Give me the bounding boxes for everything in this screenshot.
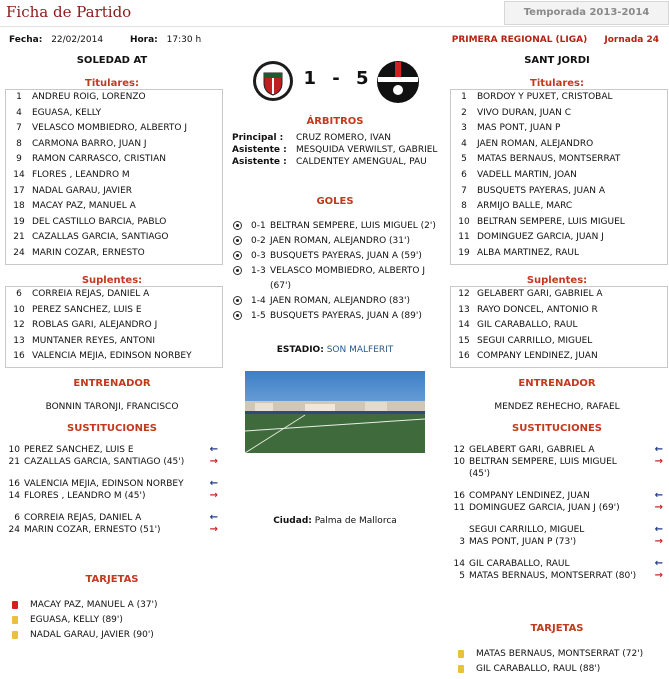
- goal-scorer: (67'): [270, 281, 291, 291]
- scoreboard: [300, 68, 372, 89]
- referee-role: Asistente :: [232, 157, 287, 167]
- away-subs-heading: Suplentes:: [526, 275, 588, 286]
- away-coach-name[interactable]: MENDEZ REHECHO, RAFAEL: [494, 402, 620, 412]
- player-name[interactable]: VALENCIA MEJIA, EDINSON NORBEY: [32, 351, 192, 362]
- referee-name: MESQUIDA VERWILST, GABRIEL: [296, 145, 438, 155]
- goal-row: [233, 279, 436, 294]
- sub-in-arrow-icon: ←: [654, 444, 663, 455]
- round-label: Jornada 24: [604, 35, 659, 45]
- goal-score: 0-3: [251, 251, 266, 261]
- player-name[interactable]: CORREIA REJAS, DANIEL A: [32, 289, 150, 299]
- yellow-card-icon: [458, 650, 464, 658]
- player-name[interactable]: BELTRAN SEMPERE, LUIS MIGUEL: [477, 216, 625, 227]
- player-number: 6: [16, 289, 22, 299]
- player-name[interactable]: VIVO DURAN, JUAN C: [477, 107, 572, 118]
- player-name[interactable]: ROBLAS GARI, ALEJANDRO J: [32, 320, 158, 331]
- away-cards-list: [458, 647, 643, 677]
- player-name[interactable]: DEL CASTILLO BARCIA, PABLO: [32, 216, 167, 227]
- sub-player-name[interactable]: CORREIA REJAS, DANIEL A: [24, 513, 142, 523]
- sub-player-number: 6: [14, 513, 20, 523]
- card-player[interactable]: MATAS BERNAUS, MONTSERRAT (72'): [476, 649, 644, 659]
- player-row[interactable]: [6, 90, 222, 106]
- player-number: 4: [461, 138, 467, 149]
- goal-score: 1-4: [251, 296, 266, 306]
- player-number: 24: [13, 247, 25, 258]
- away-substitutions-list: [451, 444, 665, 582]
- player-row[interactable]: [6, 137, 222, 153]
- player-number: 17: [13, 185, 25, 196]
- stadium-label: ESTADIO:: [276, 345, 324, 355]
- ball-icon: [233, 266, 242, 275]
- goals-heading: GOLES: [316, 196, 354, 207]
- player-number: 19: [13, 216, 25, 227]
- goal-score: 0-2: [251, 236, 266, 246]
- referee-row: [232, 156, 437, 168]
- player-number: 2: [461, 107, 467, 118]
- player-row[interactable]: [451, 137, 667, 153]
- player-row[interactable]: [6, 184, 222, 200]
- player-row[interactable]: [6, 230, 222, 246]
- player-name[interactable]: FLORES , LEANDRO M: [32, 169, 130, 180]
- sub-in-arrow-icon: ←: [654, 524, 663, 535]
- time-label: Hora:: [129, 35, 158, 45]
- home-starters-heading: Titulares:: [85, 78, 139, 89]
- referee-row: [232, 132, 437, 144]
- sub-player-name[interactable]: MATAS BERNAUS, MONTSERRAT (80'): [469, 571, 637, 581]
- player-number: 1: [461, 92, 467, 102]
- match-date: 22/02/2014: [51, 35, 104, 45]
- sub-player-name[interactable]: BELTRAN SEMPERE, LUIS MIGUEL: [469, 457, 617, 467]
- league-name: PRIMERA REGIONAL (LIGA): [451, 35, 588, 45]
- away-subs-list: [450, 286, 668, 368]
- stadium-info: [235, 345, 435, 355]
- header-divider: [0, 26, 669, 27]
- score-separator: -: [332, 68, 340, 89]
- goal-row: [233, 219, 436, 234]
- away-starters-list: [450, 89, 668, 265]
- home-coach-heading: ENTRENADOR: [73, 378, 151, 389]
- substitution-row: [451, 558, 665, 570]
- sub-in-arrow-icon: ←: [654, 490, 663, 501]
- sub-player-name[interactable]: VALENCIA MEJIA, EDINSON NORBEY: [24, 479, 184, 489]
- goal-score: 1-5: [251, 311, 266, 321]
- season-badge: Temporada 2013-2014: [504, 1, 669, 25]
- away-substitutions-heading: SUSTITUCIONES: [512, 423, 602, 434]
- home-starters-list: [5, 89, 223, 265]
- player-number: 7: [461, 185, 467, 196]
- player-row[interactable]: [451, 90, 667, 106]
- card-player[interactable]: NADAL GARAU, JAVIER (90'): [30, 630, 154, 640]
- sub-player-name[interactable]: MAS PONT, JUAN P (73'): [469, 537, 577, 547]
- substitution-row: [451, 468, 665, 480]
- card-player[interactable]: EGUASA, KELLY (89'): [30, 615, 123, 625]
- player-number: 16: [13, 351, 25, 362]
- player-name[interactable]: MARIN COZAR, ERNESTO: [32, 247, 145, 258]
- goal-scorer: BUSQUETS PAYERAS, JUAN A (89'): [270, 311, 422, 321]
- goal-scorer: BUSQUETS PAYERAS, JUAN A (59'): [270, 251, 422, 261]
- player-number: 1: [16, 92, 22, 102]
- away-starters-heading: Titulares:: [530, 78, 584, 89]
- player-row[interactable]: [451, 184, 667, 200]
- player-name[interactable]: RAMON CARRASCO, CRISTIAN: [32, 154, 166, 165]
- card-row: [458, 647, 643, 662]
- player-name[interactable]: SEGUI CARRILLO, MIGUEL: [477, 335, 593, 346]
- goal-scorer: VELASCO MOMBIEDRO, ALBERTO J: [270, 266, 426, 276]
- sub-out-arrow-icon: →: [654, 536, 663, 547]
- card-row: [12, 613, 158, 628]
- card-row: [458, 662, 643, 677]
- player-name[interactable]: MAS PONT, JUAN P: [477, 123, 561, 134]
- sub-in-arrow-icon: ←: [209, 444, 218, 455]
- card-player[interactable]: MACAY PAZ, MANUEL A (37'): [30, 600, 158, 610]
- match-time: 17:30 h: [166, 35, 202, 45]
- player-row[interactable]: [451, 106, 667, 122]
- sub-player-number: 16: [8, 479, 20, 489]
- player-name[interactable]: CAZALLAS GARCIA, SANTIAGO: [32, 232, 169, 243]
- player-number: 6: [461, 169, 467, 180]
- player-row[interactable]: [451, 246, 667, 262]
- sub-player-name[interactable]: FLORES , LEANDRO M (45'): [24, 491, 146, 501]
- sub-player-number: 5: [459, 571, 465, 581]
- referee-row: [232, 144, 437, 156]
- substitution-row: [451, 524, 665, 536]
- player-row[interactable]: [451, 199, 667, 215]
- player-name[interactable]: JAEN ROMAN, ALEJANDRO: [477, 138, 594, 149]
- goal-scorer: JAEN ROMAN, ALEJANDRO (83'): [270, 296, 410, 306]
- player-row[interactable]: [6, 106, 222, 122]
- home-substitutions-list: [6, 444, 220, 536]
- goal-score: 1-3: [251, 266, 266, 276]
- home-coach-name[interactable]: BONNIN TARONJI, FRANCISCO: [45, 402, 179, 412]
- home-score: 1: [303, 68, 316, 89]
- sub-player-name[interactable]: DOMINGUEZ GARCIA, JUAN J (69'): [469, 503, 620, 513]
- substitution-row: [6, 456, 220, 468]
- sub-player-name[interactable]: GIL CARABALLO, RAUL: [469, 559, 570, 569]
- player-number: 8: [461, 201, 467, 212]
- substitution-row: [451, 536, 665, 548]
- away-coach-heading: ENTRENADOR: [518, 378, 596, 389]
- player-row[interactable]: [451, 349, 667, 365]
- sub-player-number: 16: [453, 491, 465, 501]
- sub-out-arrow-icon: →: [209, 524, 218, 535]
- player-row[interactable]: [451, 152, 667, 168]
- player-row[interactable]: [6, 199, 222, 215]
- card-player[interactable]: GIL CARABALLO, RAUL (88'): [476, 664, 601, 674]
- player-number: 19: [458, 247, 470, 258]
- sub-player-name[interactable]: COMPANY LENDINEZ, JUAN: [469, 491, 590, 501]
- sub-player-number: 3: [459, 537, 465, 547]
- goal-scorer: JAEN ROMAN, ALEJANDRO (31'): [270, 236, 410, 246]
- date-label: Fecha:: [9, 35, 43, 45]
- player-row[interactable]: [6, 334, 222, 350]
- goal-row: [233, 294, 436, 309]
- player-row[interactable]: [6, 246, 222, 262]
- yellow-card-icon: [12, 631, 18, 639]
- player-row[interactable]: [451, 168, 667, 184]
- city-label: Ciudad:: [273, 516, 312, 526]
- player-row[interactable]: [451, 334, 667, 350]
- sub-player-number: 10: [8, 445, 20, 455]
- player-row[interactable]: [451, 215, 667, 231]
- sub-out-arrow-icon: →: [654, 456, 663, 467]
- ball-icon: [233, 236, 242, 245]
- yellow-card-icon: [12, 616, 18, 624]
- player-name[interactable]: MUNTANER REYES, ANTONI: [32, 335, 155, 346]
- player-number: 18: [13, 201, 25, 212]
- card-row: [12, 628, 158, 643]
- goal-score: 0-1: [251, 221, 266, 231]
- player-number: 5: [461, 154, 467, 165]
- player-row[interactable]: [6, 168, 222, 184]
- sub-in-arrow-icon: ←: [654, 558, 663, 569]
- substitution-row: [451, 490, 665, 502]
- card-row: [12, 598, 158, 613]
- player-number: 14: [458, 320, 470, 331]
- yellow-card-icon: [458, 665, 464, 673]
- player-name[interactable]: VELASCO MOMBIEDRO, ALBERTO J: [32, 123, 188, 134]
- player-name[interactable]: ALBA MARTINEZ, RAUL: [477, 247, 579, 258]
- substitution-row: [6, 512, 220, 524]
- goal-scorer: BELTRAN SEMPERE, LUIS MIGUEL (2'): [270, 221, 436, 231]
- substitution-row: [6, 444, 220, 456]
- sub-player-name[interactable]: MARIN COZAR, ERNESTO (51'): [24, 525, 161, 535]
- player-number: 10: [13, 304, 25, 315]
- player-name[interactable]: GIL CARABALLO, RAUL: [477, 320, 578, 331]
- player-number: 13: [458, 304, 470, 315]
- player-number: 11: [458, 232, 470, 243]
- sub-player-number: 14: [8, 491, 20, 501]
- player-row[interactable]: [451, 121, 667, 137]
- sub-player-number: 21: [8, 457, 20, 467]
- player-number: 9: [16, 154, 22, 165]
- league-info: [452, 35, 659, 45]
- sub-in-arrow-icon: ←: [209, 512, 218, 523]
- substitution-row: [451, 570, 665, 582]
- player-name[interactable]: GELABERT GARI, GABRIEL A: [477, 289, 603, 299]
- player-number: 4: [16, 107, 22, 118]
- player-name[interactable]: MACAY PAZ, MANUEL A: [32, 201, 136, 212]
- city-info: [235, 516, 435, 526]
- substitution-row: [6, 478, 220, 490]
- substitution-row: [451, 444, 665, 456]
- home-subs-heading: Suplentes:: [81, 275, 143, 286]
- player-number: 7: [16, 123, 22, 134]
- substitution-row: [451, 502, 665, 514]
- referee-name: CRUZ ROMERO, IVAN: [296, 133, 391, 143]
- player-name[interactable]: CARMONA BARRO, JUAN J: [32, 138, 147, 149]
- referees-list: [232, 132, 437, 168]
- player-row[interactable]: [6, 121, 222, 137]
- player-name[interactable]: PEREZ SANCHEZ, LUIS E: [32, 304, 142, 315]
- player-name[interactable]: BUSQUETS PAYERAS, JUAN A: [477, 185, 606, 196]
- goal-row: [233, 309, 436, 324]
- player-number: 21: [13, 232, 25, 243]
- match-datetime: [9, 35, 201, 45]
- goals-list: [233, 219, 436, 324]
- sub-player-name[interactable]: GELABERT GARI, GABRIEL A: [469, 445, 595, 455]
- player-row[interactable]: [451, 287, 667, 303]
- player-name[interactable]: MATAS BERNAUS, MONTSERRAT: [477, 154, 621, 165]
- player-name[interactable]: ANDREU ROIG, LORENZO: [32, 92, 146, 102]
- referee-name: CALDENTEY AMENGUAL, PAU: [296, 157, 427, 167]
- home-substitutions-heading: SUSTITUCIONES: [67, 423, 157, 434]
- sub-player-name[interactable]: SEGUI CARRILLO, MIGUEL: [469, 525, 585, 535]
- referees-heading: ÁRBITROS: [306, 116, 364, 127]
- player-name[interactable]: BORDOY Y PUXET, CRISTOBAL: [477, 92, 613, 102]
- player-number: 13: [13, 335, 25, 346]
- sub-player-name[interactable]: CAZALLAS GARCIA, SANTIAGO (45'): [24, 457, 185, 467]
- referee-role: Asistente :: [232, 145, 287, 155]
- red-card-icon: [12, 601, 18, 609]
- home-team-name[interactable]: SOLEDAD AT: [76, 55, 148, 66]
- substitution-row: [6, 524, 220, 536]
- away-team-name[interactable]: SANT JORDI: [524, 55, 590, 66]
- goal-row: [233, 234, 436, 249]
- city-name: Palma de Mallorca: [314, 516, 397, 526]
- player-number: 12: [458, 289, 470, 299]
- sub-player-name[interactable]: PEREZ SANCHEZ, LUIS E: [24, 445, 134, 455]
- stadium-photo: [245, 371, 425, 453]
- sub-player-number: 14: [453, 559, 465, 569]
- player-row[interactable]: [451, 230, 667, 246]
- player-row[interactable]: [6, 318, 222, 334]
- sub-out-arrow-icon: →: [654, 502, 663, 513]
- page-title: Ficha de Partido: [6, 3, 132, 21]
- player-row[interactable]: [451, 318, 667, 334]
- player-row[interactable]: [6, 349, 222, 365]
- player-number: 14: [13, 169, 25, 180]
- sub-player-number: 12: [453, 445, 465, 455]
- player-number: 10: [458, 216, 470, 227]
- away-crest-icon: [376, 60, 420, 107]
- sub-player-number: 10: [453, 457, 465, 467]
- home-subs-list: [5, 286, 223, 368]
- player-number: 8: [16, 138, 22, 149]
- player-name[interactable]: RAYO DONCEL, ANTONIO R: [477, 304, 598, 315]
- away-score: 5: [356, 68, 369, 89]
- home-crest-icon: [252, 60, 294, 105]
- ball-icon: [233, 251, 242, 260]
- sub-player-name[interactable]: (45'): [469, 469, 490, 479]
- player-number: 16: [458, 351, 470, 362]
- player-number: 12: [13, 320, 25, 331]
- player-name[interactable]: VADELL MARTIN, JOAN: [477, 169, 577, 180]
- away-cards-heading: TARJETAS: [530, 623, 584, 634]
- sub-out-arrow-icon: →: [209, 490, 218, 501]
- sub-in-arrow-icon: ←: [209, 478, 218, 489]
- home-cards-list: [12, 598, 158, 643]
- player-row[interactable]: [6, 287, 222, 303]
- player-row[interactable]: [6, 303, 222, 319]
- substitution-row: [451, 456, 665, 468]
- player-name[interactable]: NADAL GARAU, JAVIER: [32, 185, 133, 196]
- player-row[interactable]: [451, 303, 667, 319]
- ball-icon: [233, 311, 242, 320]
- player-name[interactable]: ARMIJO BALLE, MARC: [477, 201, 573, 212]
- substitution-row: [6, 490, 220, 502]
- player-number: 15: [458, 335, 470, 346]
- player-row[interactable]: [6, 215, 222, 231]
- ball-icon: [233, 296, 242, 305]
- sub-player-number: 24: [8, 525, 20, 535]
- player-row[interactable]: [6, 152, 222, 168]
- ball-icon: [233, 221, 242, 230]
- stadium-name[interactable]: SON MALFERIT: [326, 345, 394, 355]
- player-name[interactable]: EGUASA, KELLY: [32, 107, 102, 118]
- sub-out-arrow-icon: →: [654, 570, 663, 581]
- sub-player-number: 11: [453, 503, 465, 513]
- player-name[interactable]: DOMINGUEZ GARCIA, JUAN J: [477, 232, 604, 243]
- sub-out-arrow-icon: →: [209, 456, 218, 467]
- player-number: 3: [461, 123, 467, 134]
- goal-row: [233, 264, 436, 279]
- home-cards-heading: TARJETAS: [85, 574, 139, 585]
- referee-role: Principal :: [232, 133, 284, 143]
- player-name[interactable]: COMPANY LENDINEZ, JUAN: [477, 351, 598, 362]
- goal-row: [233, 249, 436, 264]
